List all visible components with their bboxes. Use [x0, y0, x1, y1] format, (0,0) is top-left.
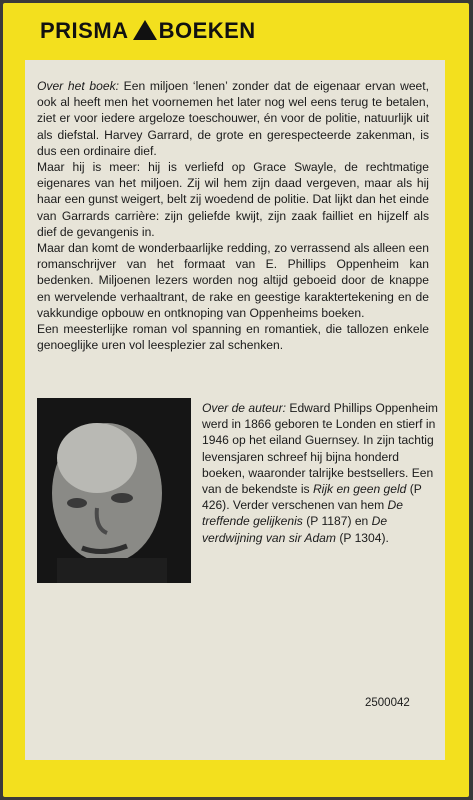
- paragraph-2: Maar hij is meer: hij is verliefd op Grace Swayle, de rechtmatige eigenares van het miljoen. Zij wil hem zijn daad vergeven, maar als hij haar een gunst weigert, belt zij woedend de politie. Dat lijkt dan het einde van Garrards carrière: zijn geliefde kwijt, zijn zaak failliet en hijzelf als dief de gevangenis in.: [37, 160, 429, 239]
- bio-text-3: (P 1187) en: [302, 514, 372, 529]
- brand-left: PRISMA: [40, 18, 129, 43]
- paragraph-1-text: Een miljoen ‘lenen’ zonder dat de eigenaar ervan weet, ook al heeft men het voornemen het later nog wel eens terug te betalen, ziet er voor iedere argeloze toeschouwer, én voor de politie, natuurlijk uit als diefstal. Harvey Garrard, de grote en gerespecteerde zakenman, is dus een ordinaire dief.: [37, 79, 429, 158]
- book-title-3: De verdwijning van sir Adam: [202, 514, 388, 545]
- book-title-2: De treffende gelijkenis: [202, 498, 404, 529]
- book-label: Over het boek:: [37, 79, 119, 93]
- book-title-1: Rijk en geen geld: [312, 482, 407, 497]
- bio-text-1: Edward Phillips Oppenheim werd in 1866 geboren te Londen en stierf in 1946 op het eiland Guernsey. In zijn tachtig levensjaren schreef hij bijna honderd boeken, waaronder talrijke bestsellers. Een van de bekendste is: [202, 401, 438, 497]
- author-label: Over de auteur:: [202, 401, 287, 415]
- triangle-icon: [133, 20, 157, 40]
- bio-text-2: (P 426). Verder verschenen van hem: [202, 482, 422, 513]
- bio-text-4: (P 1304).: [335, 530, 389, 545]
- brand-right: BOEKEN: [158, 18, 256, 43]
- paragraph-4: Een meesterlijke roman vol spanning en romantiek, die tallozen enkele genoeglijke uren vol leesplezier zal schenken.: [37, 322, 429, 353]
- publisher-logo: [40, 18, 256, 44]
- paragraph-3: Maar dan komt de wonderbaarlijke redding, zo verrassend als alleen een romanschrijver van het formaat van E. Phillips Oppenheim kan bedenken. Miljoenen lezers worden nog altijd geboeid door de knappe en wervelende verhaaltrant, de rake en geestige karaktertekening en de vakkundige opbouw en ontknoping van Oppenheims boeken.: [37, 241, 429, 320]
- author-bio: [202, 400, 438, 546]
- paragraph-1: [37, 78, 429, 159]
- author-photo: [37, 398, 191, 583]
- catalog-number: 2500042: [365, 697, 410, 709]
- book-description: [37, 78, 429, 353]
